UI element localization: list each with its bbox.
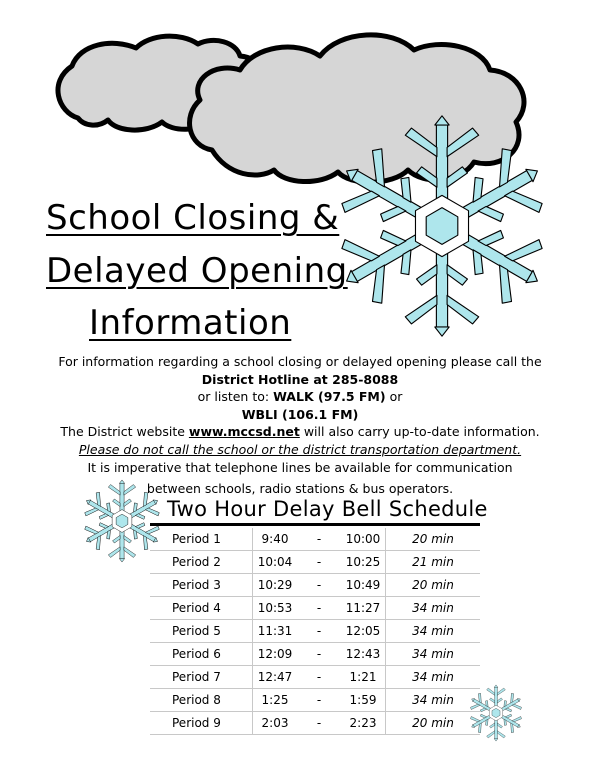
- period-length: 21 min: [386, 551, 481, 574]
- listen-prefix: or listen to:: [197, 389, 270, 405]
- end-time: 2:23: [341, 712, 386, 735]
- start-time: 9:40: [253, 528, 298, 551]
- schedule-row: [150, 620, 480, 643]
- time-separator: -: [297, 551, 341, 574]
- title-line-1: School Closing &: [46, 198, 340, 238]
- imperative-line-2: between schools, radio stations & bus operators.: [146, 481, 454, 497]
- schedule-row: [150, 551, 480, 574]
- schedule-title-rule: [150, 523, 480, 526]
- period-length: 34 min: [386, 643, 481, 666]
- website-link[interactable]: www.mccsd.net: [188, 424, 300, 440]
- bell-schedule-table: [150, 528, 480, 735]
- website-suffix: will also carry up-to-date information.: [303, 424, 540, 440]
- period-length: 20 min: [386, 574, 481, 597]
- period-label: Period 8: [150, 689, 253, 712]
- radio-line-1: [0, 388, 600, 406]
- start-time: 11:31: [253, 620, 298, 643]
- schedule-row: [150, 689, 480, 712]
- start-time: 1:25: [253, 689, 298, 712]
- end-time: 11:27: [341, 597, 386, 620]
- schedule-row: [150, 597, 480, 620]
- end-time: 12:05: [341, 620, 386, 643]
- info-line-1: For information regarding a school closing or delayed opening please call the: [58, 354, 542, 369]
- period-label: Period 1: [150, 528, 253, 551]
- time-separator: -: [297, 528, 341, 551]
- period-length: 34 min: [386, 620, 481, 643]
- time-separator: -: [297, 689, 341, 712]
- start-time: 10:04: [253, 551, 298, 574]
- schedule-row: [150, 528, 480, 551]
- end-time: 1:21: [341, 666, 386, 689]
- period-label: Period 2: [150, 551, 253, 574]
- schedule-row: [150, 643, 480, 666]
- period-length: 34 min: [386, 597, 481, 620]
- time-separator: -: [297, 643, 341, 666]
- start-time: 10:53: [253, 597, 298, 620]
- period-length: 20 min: [386, 712, 481, 735]
- end-time: 10:25: [341, 551, 386, 574]
- time-separator: -: [297, 574, 341, 597]
- time-separator: -: [297, 712, 341, 735]
- time-separator: -: [297, 620, 341, 643]
- radio-station-wbli: WBLI (106.1 FM): [241, 406, 359, 422]
- title-line-2: Delayed Opening: [46, 251, 348, 291]
- period-label: Period 9: [150, 712, 253, 735]
- end-time: 12:43: [341, 643, 386, 666]
- end-time: 10:49: [341, 574, 386, 597]
- title-line-3: Information: [89, 303, 292, 343]
- start-time: 12:09: [253, 643, 298, 666]
- period-length: 34 min: [386, 666, 481, 689]
- end-time: 1:59: [341, 689, 386, 712]
- period-label: Period 5: [150, 620, 253, 643]
- district-hotline: District Hotline at 285-8088: [201, 371, 399, 387]
- start-time: 10:29: [253, 574, 298, 597]
- start-time: 2:03: [253, 712, 298, 735]
- period-length: 34 min: [386, 689, 481, 712]
- schedule-row: [150, 666, 480, 689]
- schedule-row: [150, 574, 480, 597]
- start-time: 12:47: [253, 666, 298, 689]
- end-time: 10:00: [341, 528, 386, 551]
- listen-suffix: or: [389, 389, 403, 405]
- period-label: Period 7: [150, 666, 253, 689]
- info-block: [0, 353, 600, 498]
- period-label: Period 4: [150, 597, 253, 620]
- period-label: Period 6: [150, 643, 253, 666]
- schedule-row: [150, 712, 480, 735]
- time-separator: -: [297, 597, 341, 620]
- warning-note: Please do not call the school or the district transportation department.: [78, 441, 522, 457]
- website-line: [0, 423, 600, 441]
- radio-station-walk: WALK (97.5 FM): [273, 389, 386, 405]
- website-prefix: The District website: [60, 424, 185, 440]
- schedule-title: Two Hour Delay Bell Schedule: [167, 497, 488, 521]
- time-separator: -: [297, 666, 341, 689]
- period-length: 20 min: [386, 528, 481, 551]
- imperative-line-1: It is imperative that telephone lines be available for communication: [87, 459, 513, 475]
- period-label: Period 3: [150, 574, 253, 597]
